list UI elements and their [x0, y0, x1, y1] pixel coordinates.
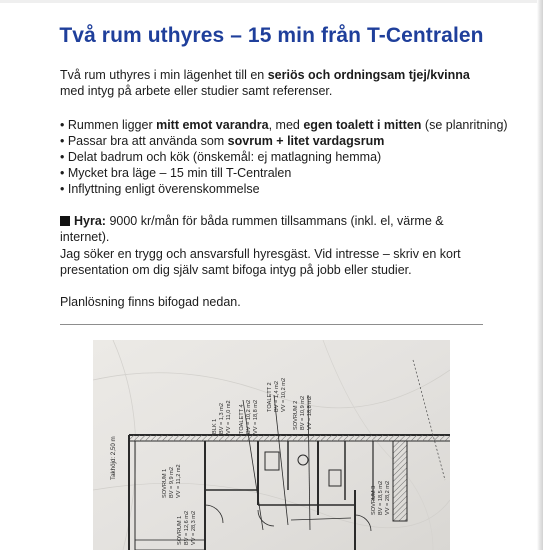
feature-list — [60, 117, 508, 197]
intro-paragraph — [60, 67, 485, 99]
rent-text: 9000 kr/mån för båda rummen tillsammans (inkl. el, värme & internet). — [60, 214, 444, 244]
room-label: VV = 10,2 m2 — [281, 377, 287, 412]
room-label: BV = 12,6 m2 — [184, 510, 190, 545]
page-title: Två rum uthyres – 15 min från T-Centralen — [59, 24, 484, 47]
room-label: BV = 10,9 m2 — [300, 395, 306, 430]
list-item-text: (se planritning) — [421, 118, 508, 132]
list-item-bold: egen toalett i mitten — [303, 118, 422, 132]
list-item — [60, 181, 485, 197]
list-item-text: , med — [268, 118, 304, 132]
list-item-bold: mitt emot varandra — [156, 118, 269, 132]
divider — [60, 324, 483, 325]
rent-paragraph — [60, 213, 485, 245]
floorplan-note — [60, 294, 485, 310]
list-item-text: • Inflyttning enligt överenskommelse — [60, 182, 260, 196]
list-item-text: • Passar bra att använda som — [60, 134, 228, 148]
room-label: VV = 11,0 m2 — [226, 400, 232, 434]
room-label: VV = 28,3 m2 — [191, 510, 197, 545]
page-top-edge — [0, 0, 543, 3]
square-bullet-icon — [60, 216, 70, 226]
list-item-bold: sovrum + litet vardagsrum — [227, 134, 385, 148]
floorplan-image — [93, 340, 450, 550]
floorplan-note-text: Planlösning finns bifogad nedan. — [60, 295, 241, 309]
closing-paragraph — [60, 246, 485, 278]
intro-text-end: med intyg på arbete eller studier samt referenser. — [60, 84, 333, 98]
room-label: SOVRUM 1 — [162, 468, 168, 498]
ceiling-height-label: Takhöjd: 2,50 m — [110, 436, 117, 480]
room-label: VV = 18,8 m2 — [307, 395, 313, 430]
room-label: TOALETT 4 — [239, 404, 245, 434]
closing-text: Jag söker en trygg och ansvarsfull hyresgäst. Vid intresse – skriv en kort presentation om dig själv samt bifoga intyg på jobb eller studier. — [60, 247, 461, 277]
list-item-text: • Mycket bra läge – 15 min till T-Centralen — [60, 166, 292, 180]
list-item — [60, 133, 485, 149]
room-label: VV = 18,8 m2 — [253, 399, 259, 434]
room-label: BV = 18,5 m2 — [378, 480, 384, 515]
list-item-text: • Rummen ligger — [60, 118, 157, 132]
room-label: TOALETT 2 — [267, 382, 273, 412]
room-label: BV = 1,3 m2 — [219, 403, 225, 434]
room-label: BV = 10,2 m2 — [246, 399, 252, 434]
room-label: VV = 28,2 m2 — [385, 480, 391, 515]
list-item — [60, 149, 485, 165]
list-item — [60, 117, 508, 133]
room-label: SOVRUM 3 — [371, 485, 377, 515]
intro-bold-requirement: seriös och ordningsam tjej/kvinna — [267, 68, 470, 82]
page-right-edge — [537, 0, 543, 550]
room-label: SOVRUM 2 — [293, 400, 299, 430]
rent-label: Hyra: — [74, 214, 106, 228]
intro-text-start: Två rum uthyres i min lägenhet till en — [60, 68, 268, 82]
list-item — [60, 165, 485, 181]
room-label: BV = 9,9 m2 — [169, 467, 175, 498]
list-item-text: • Delat badrum och kök (önskemål: ej matlagning hemma) — [60, 150, 382, 164]
room-label: VV = 11,2 m2 — [176, 464, 182, 498]
room-label: BLK 1 — [212, 418, 218, 434]
room-label: BV = 1,4 m2 — [274, 381, 280, 412]
room-label: SOVRUM 1 — [177, 515, 183, 545]
